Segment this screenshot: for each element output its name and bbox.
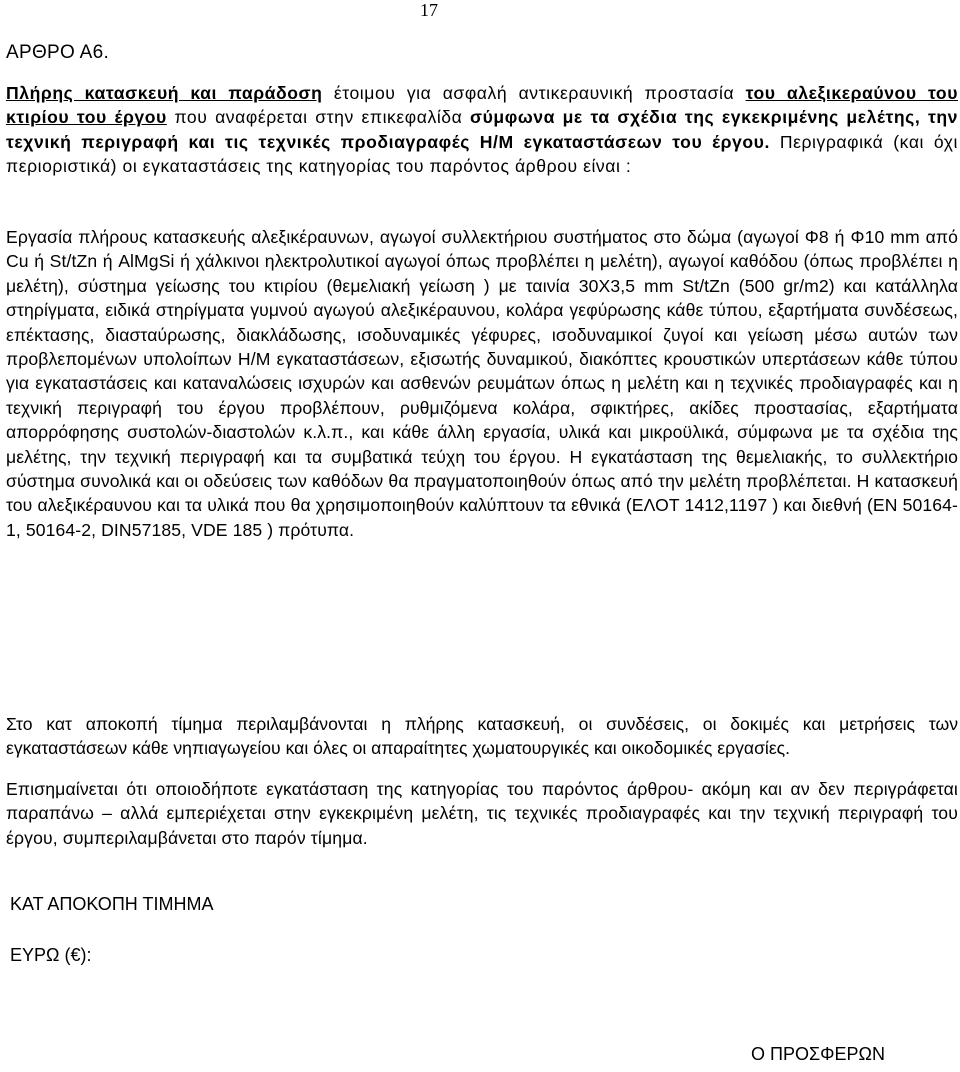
price-inclusion-paragraph: Στο κατ αποκοπή τίμημα περιλαμβάνονται η πλήρης κατασκευή, οι συνδέσεις, οι δοκιμές και μετρήσεις των εγκαταστάσεων κάθε νηπιαγωγείου και όλες οι απαραίτητες χωματουργικές και οικοδομικές εργασίες. [6,714,958,759]
bidder-label: Ο ΠΡΟΣΦΕΡΩΝ [751,1044,885,1064]
plain-text: που αναφέρεται στην επικεφαλίδα [166,107,471,128]
page-number: 17 [420,0,438,20]
article-description-paragraph [6,81,958,179]
euro-price-label: ΕΥΡΩ (€): [10,945,92,965]
plain-text: Περιγραφικά (και όχι περιοριστικά) οι εγκαταστάσεις της κατηγορίας του παρόντος άρθρου είναι : [6,131,958,177]
plain-text: έτοιμου για ασφαλή αντικεραυνική προστασία [322,83,746,103]
bold-phrase: σύμφωνα με τα σχέδια της εγκεκριμένης μελέτης, την τεχνική περιγραφή και τις τεχνικές προδιαγραφές Η/Μ εγκαταστάσεων του έργου. [6,107,958,152]
clarification-paragraph: Επισημαίνεται ότι οποιοδήποτε εγκατάσταση της κατηγορίας του παρόντος άρθρου- ακόμη και αν δεν περιγράφεται παραπάνω – αλλά εμπεριέχεται στην εγκεκριμένη μελέτη, τις τεχνικές προδιαγραφές και την τεχνική περιγραφή του έργου, συμπεριλαμβάνεται στο παρόν τίμημα. [6,779,958,848]
article-heading: ΑΡΘΡΟ Α6. [6,42,110,63]
works-scope-paragraph: Εργασία πλήρους κατασκευής αλεξικέραυνων, αγωγοί συλλεκτήριου συστήματος στο δώμα (αγωγοί Φ8 ή Φ10 mm από Cu ή St/tZn ή AlMgSi ή χάλκινοι ηλεκτρολυτικοί αγωγοί όπως προβλέπει η μελέτη), αγωγοί καθόδου (όπως προβλέπει η μελέτη), σύστημα γείωσης του κτιρίου (θεμελιακή γείωση ) με ταινία 30Χ3,5 mm St/tZn (500 gr/m2) και κατάλληλα στηρίγματα, ειδικά στηρίγματα γυμνού αγωγού αλεξικέραυνου, κολάρα γεφύρωσης κάθε τύπου, εξαρτήματα συνδέσεως, επέκτασης, διασταύρωσης, διακλάδωσης, ισοδυναμικές γέφυρες, ισοδυναμικοί ζυγοί και γείωση μέσω αυτών των προβλεπομένων υπολοίπων Η/Μ εγκαταστάσεων, εξισωτής δυναμικού, διακόπτες κρουστικών υπερτάσεων κάθε τύπου για εγκαταστάσεις και καταναλώσεις ισχυρών και ασθενών ρευμάτων όπως η μελέτη και η τεχνικές προδιαγραφές και η τεχνική περιγραφή του έργου προβλέπουν, ρυθμιζόμενα κολάρα, σφικτήρες, ακίδες προστασίας, εξαρτήματα απορρόφησης συστολών-διαστολών κ.λ.π., και κάθε άλλη εργασία, υλικά και μικροϋλικά, σύμφωνα με τα σχέδια της μελέτης, την τεχνική περιγραφή και τα συμβατικά τεύχη του έργου. Η εγκατάσταση της θεμελιακής, το συλλεκτήριο σύστημα συνολικά και οι οδεύσεις των καθόδων θα πραγματοποιηθούν όπως από την μελέτη προβλέπεται. Η κατασκευή του αλεξικέραυνου και τα υλικά που θα χρησιμοποιηθούν καλύπτουν τα εθνικά (ΕΛΟΤ 1412,1197 ) και διεθνή (ΕΝ 50164-1, 50164-2, DIN57185, VDE 185 ) πρότυπα. [6,227,958,540]
bold-underlined-phrase: του αλεξικεραύνου του κτιρίου του έργου [6,83,958,128]
lump-sum-label: ΚΑΤ ΑΠΟΚΟΠΗ ΤΙΜΗΜΑ [10,894,214,914]
bold-underlined-phrase: Πλήρης κατασκευή και παράδοση [6,83,323,103]
